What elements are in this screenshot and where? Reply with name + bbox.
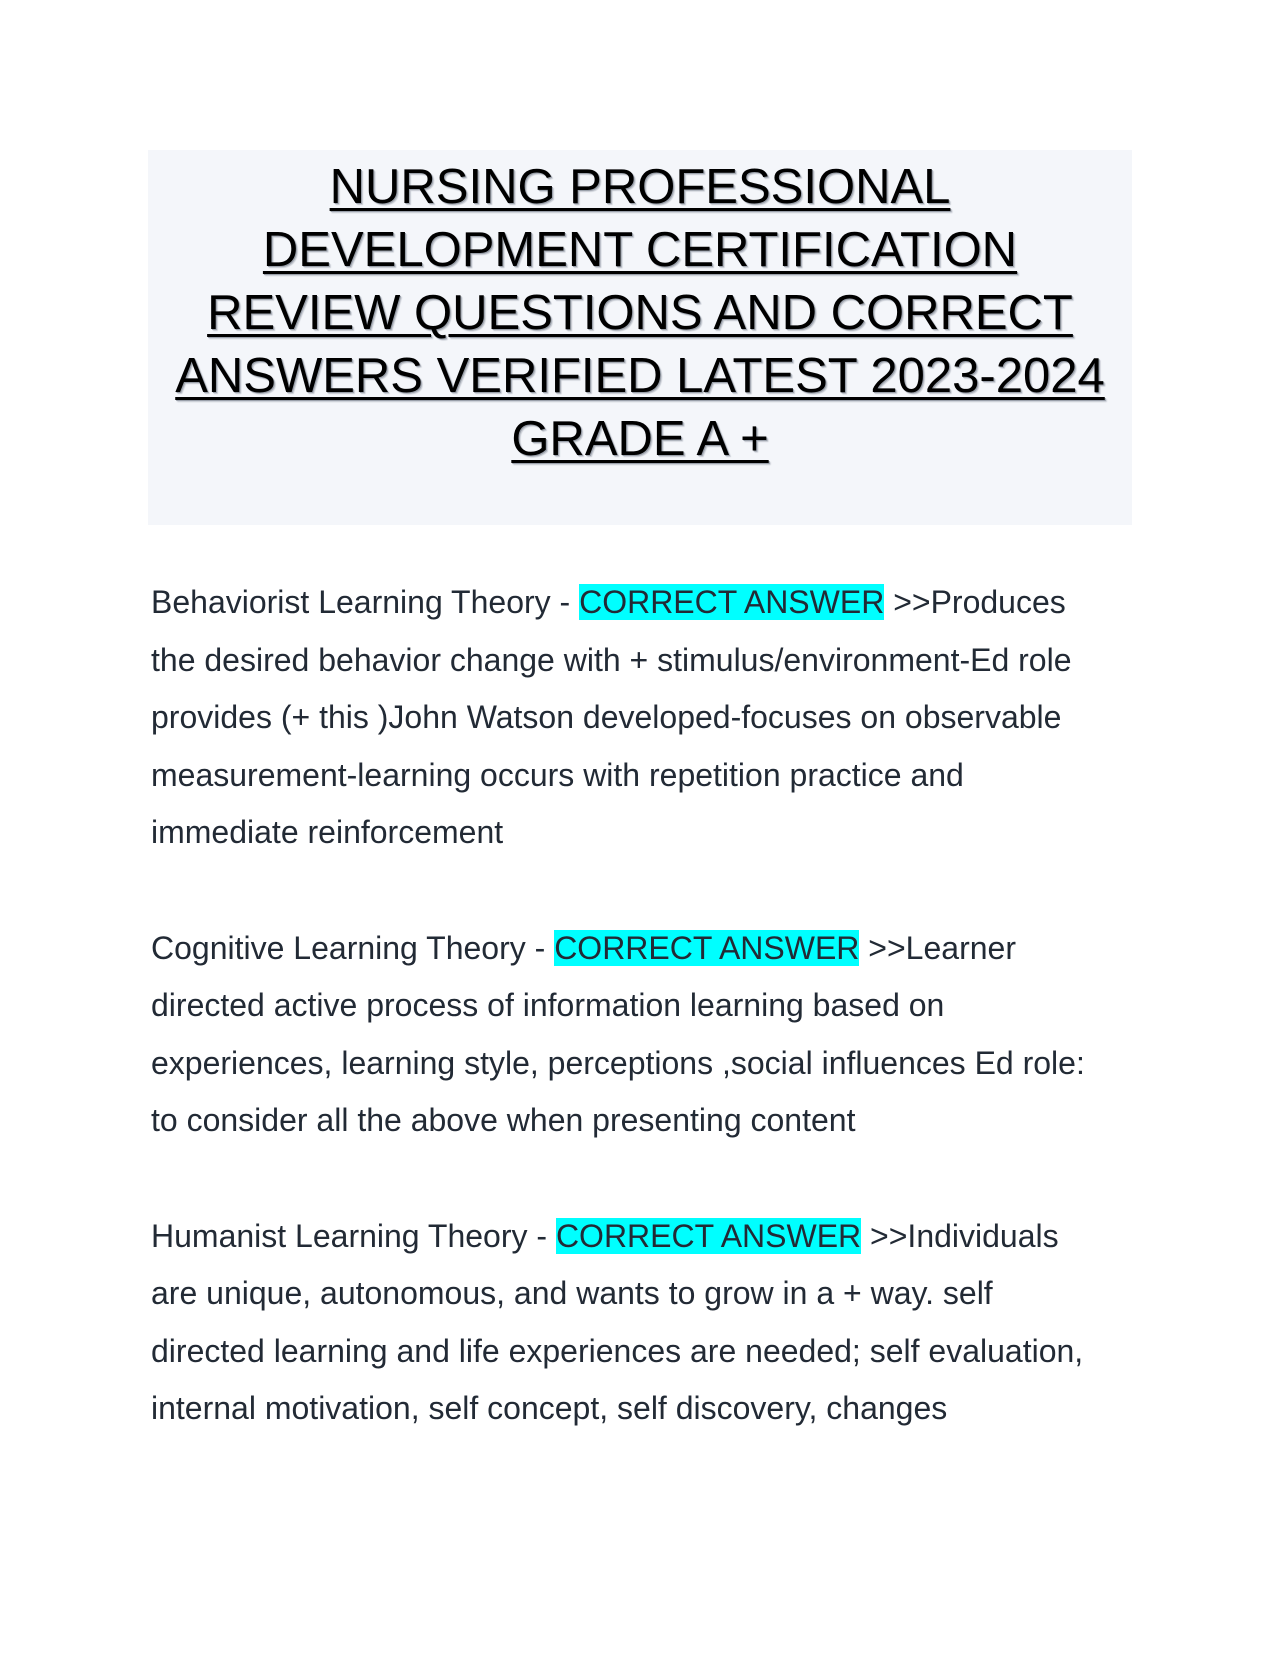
qa-answer-start: >>Individuals — [861, 1217, 1059, 1254]
correct-answer-highlight: CORRECT ANSWER — [579, 584, 885, 620]
title-line: NURSING PROFESSIONAL — [329, 160, 951, 214]
qa-answer-line: the desired behavior change with + stimulus/environment-Ed role — [151, 641, 1072, 678]
qa-first-line — [151, 1208, 1141, 1266]
qa-first-line — [151, 920, 1141, 978]
qa-answer-line: experiences, learning style, perceptions ,social influences Ed role: — [151, 1044, 1085, 1081]
qa-term: Cognitive Learning Theory - — [151, 929, 555, 966]
qa-answer-line: internal motivation, self concept, self discovery, changes — [151, 1390, 948, 1426]
document-title — [148, 150, 1132, 525]
title-line: ANSWERS VERIFIED LATEST 2023-2024 — [175, 349, 1105, 403]
qa-answer-line: directed active process of information learning based on — [151, 987, 945, 1023]
qa-answer-line: directed learning and life experiences are needed; self evaluation, — [151, 1332, 1084, 1369]
qa-answer-line: are unique, autonomous, and wants to grow in a + way. self — [151, 1275, 993, 1311]
qa-entry-humanist — [151, 1208, 1141, 1438]
qa-term: Humanist Learning Theory - — [151, 1217, 556, 1254]
qa-answer-line: to consider all the above when presenting content — [151, 1102, 856, 1138]
title-line: DEVELOPMENT CERTIFICATION — [262, 223, 1018, 277]
qa-entry-behaviorist — [151, 574, 1141, 862]
qa-answer-line: immediate reinforcement — [151, 814, 504, 850]
qa-answer-line: provides (+ this )John Watson developed-focuses on observable — [151, 699, 1062, 735]
qa-answer-line: measurement-learning occurs with repetition practice and — [151, 756, 964, 793]
qa-list — [151, 574, 1141, 1496]
qa-answer-start: >>Produces — [884, 584, 1066, 620]
qa-first-line — [151, 574, 1141, 632]
correct-answer-highlight: CORRECT ANSWER — [555, 1217, 862, 1254]
qa-answer-start: >>Learner — [859, 929, 1016, 966]
title-line: GRADE A + — [511, 412, 769, 466]
correct-answer-highlight: CORRECT ANSWER — [554, 929, 860, 966]
title-line: REVIEW QUESTIONS AND CORRECT — [207, 286, 1073, 340]
qa-term: Behaviorist Learning Theory - — [151, 584, 580, 620]
qa-entry-cognitive — [151, 920, 1141, 1150]
